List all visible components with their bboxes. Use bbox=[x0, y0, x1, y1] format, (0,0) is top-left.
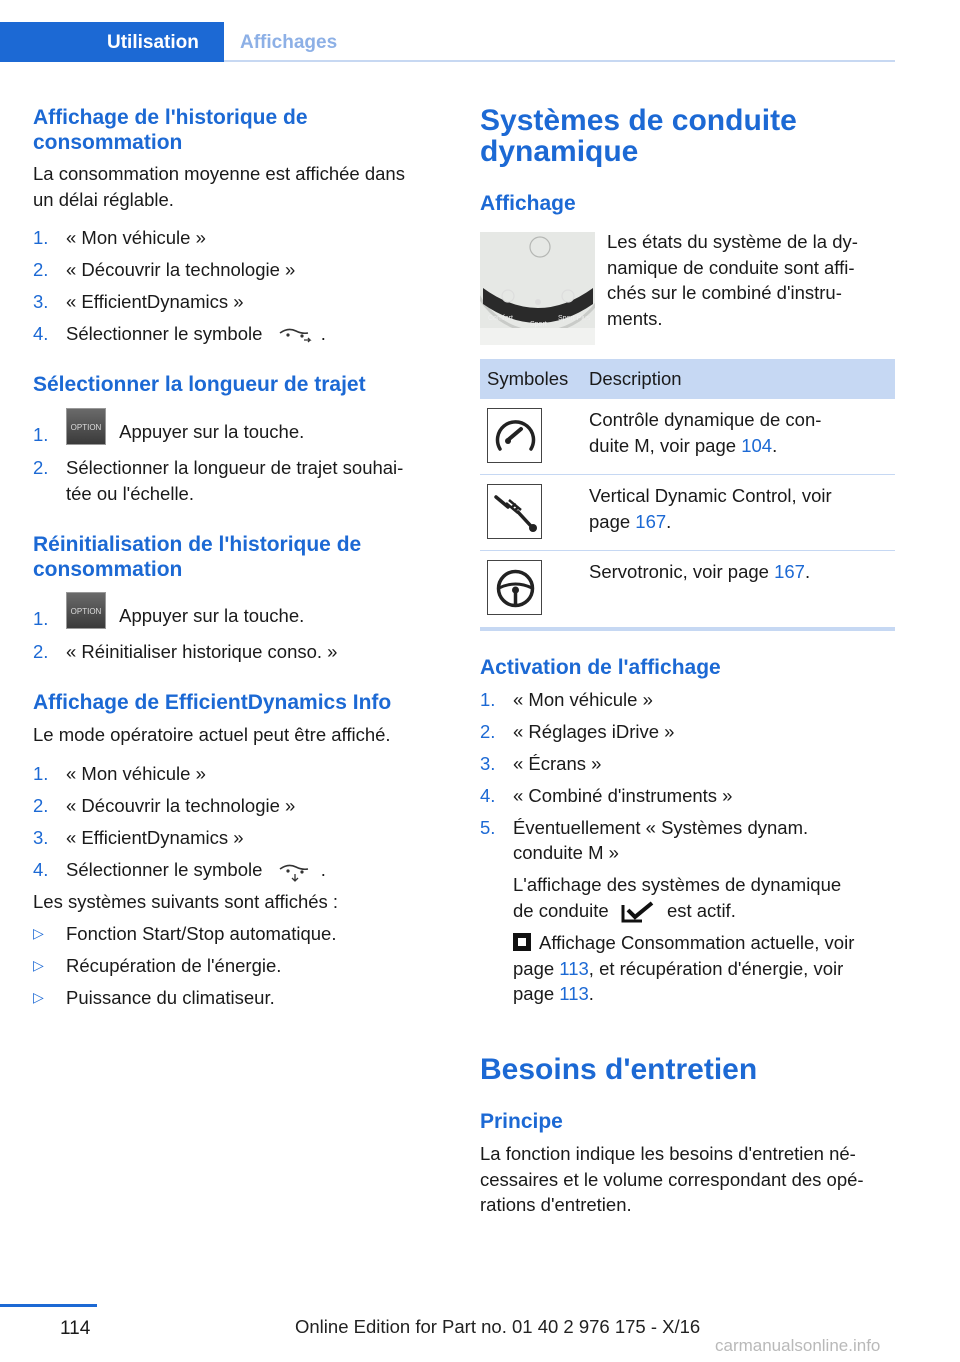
instrument-cluster-image bbox=[480, 232, 595, 345]
list-item bbox=[33, 408, 438, 448]
text-line: page bbox=[589, 510, 636, 532]
list-number: 2. bbox=[33, 457, 49, 478]
text-line: Vertical Dynamic Control, voir bbox=[589, 485, 832, 506]
column-header-description: Description bbox=[589, 368, 682, 389]
consumption-history-icon bbox=[276, 325, 316, 345]
paragraph-principe bbox=[480, 1141, 864, 1218]
text-line: L'affichage des systèmes de dynamique bbox=[513, 874, 842, 895]
title-line: Affichage de l'historique de bbox=[33, 106, 308, 129]
activation-note-2 bbox=[513, 930, 854, 1007]
page-link[interactable]: 113 bbox=[559, 957, 589, 979]
list-text: Éventuellement « Systèmes dynam. bbox=[513, 817, 809, 838]
list-number: 2. bbox=[33, 259, 49, 280]
punctuation: . bbox=[804, 561, 811, 582]
list-text: « Combiné d'instruments » bbox=[513, 785, 733, 806]
punctuation: . bbox=[320, 323, 326, 344]
page-link[interactable]: 167 bbox=[635, 510, 667, 532]
text-line: page bbox=[513, 983, 560, 1004]
table-row bbox=[480, 399, 895, 475]
list-number: 1. bbox=[33, 424, 49, 445]
text-line: Affichage Consommation actuelle, voir bbox=[539, 932, 855, 953]
text-line: , et récupération d'énergie, voir bbox=[588, 957, 844, 979]
section-title-historique bbox=[33, 105, 308, 155]
option-button-icon bbox=[66, 408, 106, 445]
punctuation: . bbox=[320, 859, 326, 880]
text-line: rations d'entretien. bbox=[480, 1194, 632, 1215]
list-number: 4. bbox=[33, 323, 49, 344]
title-line: consommation bbox=[33, 558, 183, 581]
text-line: Contrôle dynamique de con- bbox=[589, 409, 822, 430]
list-text bbox=[66, 321, 326, 347]
page-link[interactable]: 104 bbox=[741, 434, 773, 456]
title-line: Systèmes de conduite bbox=[480, 104, 797, 137]
text-line: cessaires et le volume correspondant des opé- bbox=[480, 1168, 864, 1190]
cluster-label: Sport Plus bbox=[558, 315, 591, 322]
symbols-table bbox=[480, 359, 895, 627]
checkbox-square-icon bbox=[513, 933, 531, 951]
list-text: « Mon véhicule » bbox=[513, 689, 653, 710]
list-number: 1. bbox=[480, 689, 496, 710]
header-divider bbox=[224, 60, 895, 62]
page-header bbox=[0, 0, 895, 62]
table-row bbox=[480, 551, 895, 627]
text-line: La consommation moyenne est affichée dans bbox=[33, 163, 405, 184]
list-text: « EfficientDynamics » bbox=[66, 291, 244, 312]
bullet-icon: ▷ bbox=[33, 989, 44, 1005]
title-line: Réinitialisation de l'historique de bbox=[33, 533, 362, 556]
page-link[interactable]: 167 bbox=[774, 561, 805, 582]
bullet-text: Fonction Start/Stop automatique. bbox=[66, 923, 337, 944]
text-line: un délai réglable. bbox=[33, 188, 174, 210]
section-title-longueur: Sélectionner la longueur de trajet bbox=[33, 373, 366, 396]
list-text bbox=[66, 592, 304, 629]
list-text: « Découvrir la technologie » bbox=[66, 259, 296, 280]
row-description bbox=[589, 559, 810, 585]
bullet-text: Récupération de l'énergie. bbox=[66, 955, 282, 976]
title-line: consommation bbox=[33, 131, 183, 154]
list-text: Sélectionner la longueur de trajet souhai- bbox=[66, 457, 404, 478]
list-number: 2. bbox=[480, 721, 496, 742]
list-number: 4. bbox=[33, 859, 49, 880]
list-number: 4. bbox=[480, 785, 496, 806]
servotronic-steering-wheel-icon bbox=[487, 560, 542, 615]
table-row bbox=[480, 475, 895, 551]
watermark: carmanualsonline.info bbox=[715, 1336, 881, 1355]
list-text: « Réglages iDrive » bbox=[513, 721, 675, 742]
list-number: 1. bbox=[33, 227, 49, 248]
table-header bbox=[480, 359, 895, 399]
section-title-principe: Principe bbox=[480, 1110, 563, 1133]
bullet-icon: ▷ bbox=[33, 925, 44, 941]
text-line: de conduite bbox=[513, 899, 609, 921]
chapter-title-systemes bbox=[480, 105, 797, 167]
bullet-text: Puissance du climatiseur. bbox=[66, 987, 275, 1008]
section-title-affichage: Affichage bbox=[480, 192, 576, 215]
list-text-label: Appuyer sur la touche. bbox=[119, 421, 305, 443]
text-line: page bbox=[513, 957, 560, 979]
list-text: « Réinitialiser historique conso. » bbox=[66, 641, 338, 662]
punctuation: . bbox=[666, 510, 672, 532]
list-number: 5. bbox=[480, 817, 496, 838]
text-line: chés sur le combiné d'instru- bbox=[607, 282, 842, 303]
list-text: « Mon véhicule » bbox=[66, 227, 206, 248]
list-number: 2. bbox=[33, 795, 49, 816]
list-number: 1. bbox=[33, 608, 49, 629]
section-title-activation: Activation de l'affichage bbox=[480, 656, 721, 679]
text-line: Servotronic, voir page bbox=[589, 561, 775, 582]
cluster-label: Sport bbox=[530, 321, 547, 328]
list-text: « Écrans » bbox=[513, 753, 602, 774]
footer-edition: Online Edition for Part no. 01 40 2 976 175 - X/16 bbox=[295, 1316, 701, 1337]
efficientdynamics-info-icon bbox=[276, 860, 316, 882]
title-line: dynamique bbox=[480, 135, 639, 168]
list-text-label: Sélectionner le symbole bbox=[66, 859, 263, 880]
paragraph-efficientdynamics: Le mode opératoire actuel peut être affiché. bbox=[33, 724, 391, 745]
dynamic-control-icon bbox=[487, 408, 542, 463]
text-line: La fonction indique les besoins d'entretien né- bbox=[480, 1143, 856, 1164]
paragraph-historique bbox=[33, 161, 405, 212]
row-description bbox=[589, 407, 821, 458]
list-text bbox=[66, 857, 326, 883]
page-number: 114 bbox=[60, 1318, 91, 1339]
list-number: 2. bbox=[33, 641, 49, 662]
table-bottom-rule bbox=[480, 627, 895, 631]
vertical-dynamic-control-icon bbox=[487, 484, 542, 539]
row-description bbox=[589, 483, 832, 534]
list-number: 1. bbox=[33, 763, 49, 784]
list-text: conduite M » bbox=[513, 842, 619, 863]
punctuation: . bbox=[588, 983, 594, 1004]
list-text-label: Sélectionner le symbole bbox=[66, 323, 263, 344]
list-item bbox=[33, 592, 438, 632]
bullet-icon: ▷ bbox=[33, 957, 44, 973]
text-line: duite M, voir page bbox=[589, 434, 742, 456]
text-line: ments. bbox=[607, 307, 663, 329]
list-number: 3. bbox=[33, 291, 49, 312]
option-label: OPTION bbox=[70, 423, 102, 432]
paragraph-systemes: Les systèmes suivants sont affichés : bbox=[33, 891, 339, 912]
tab-affichages[interactable]: Affichages bbox=[240, 32, 338, 53]
tab-utilisation[interactable]: Utilisation bbox=[0, 22, 224, 62]
list-text: « EfficientDynamics » bbox=[66, 827, 244, 848]
list-text: tée ou l'échelle. bbox=[66, 483, 194, 504]
footer-rule bbox=[0, 1304, 97, 1307]
option-label: OPTION bbox=[70, 607, 102, 616]
section-title-efficientdynamics: Affichage de EfficientDynamics Info bbox=[33, 691, 392, 714]
activation-note bbox=[513, 872, 841, 923]
option-button-icon bbox=[66, 592, 106, 629]
list-number: 3. bbox=[480, 753, 496, 774]
list-text-label: Appuyer sur la touche. bbox=[119, 605, 305, 627]
cluster-label: Comfort bbox=[488, 315, 513, 322]
checkbox-checked-icon bbox=[620, 901, 656, 923]
list-number: 3. bbox=[33, 827, 49, 848]
column-header-symboles: Symboles bbox=[487, 368, 569, 389]
page-link[interactable]: 113 bbox=[559, 983, 589, 1004]
list-text bbox=[66, 408, 304, 445]
paragraph-affichage bbox=[607, 229, 858, 331]
list-text: « Découvrir la technologie » bbox=[66, 795, 296, 816]
chapter-title-entretien: Besoins d'entretien bbox=[480, 1053, 758, 1086]
section-title-reinitialisation bbox=[33, 532, 361, 582]
cluster-illustration bbox=[480, 232, 595, 345]
punctuation: . bbox=[772, 434, 778, 456]
text-line: Les états du système de la dy- bbox=[607, 231, 858, 252]
list-text: « Mon véhicule » bbox=[66, 763, 206, 784]
text-line: est actif. bbox=[666, 899, 736, 921]
text-line: namique de conduite sont affi- bbox=[607, 256, 855, 278]
